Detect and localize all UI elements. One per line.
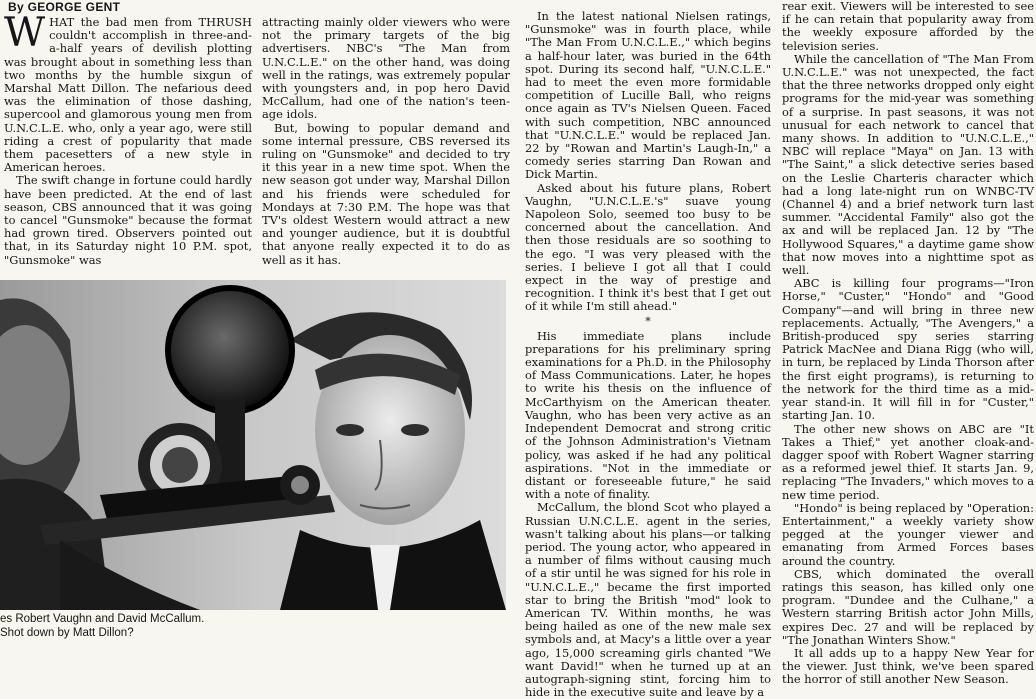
paragraph: But, bowing to popular demand and some internal pressure, CBS reversed its ruling on "Gunsmoke" and decided to try it this year in a new time spot. When the new season got under way, Marshal Dillon and his friends were scheduled for Mondays at 7:30 P.M. The hope was that TV's oldest Western would attract a new and younger audience, but it is doubtful that anyone really expected it to do as well as it has. (262, 120, 510, 267)
paragraph: In the latest national Nielsen ratings, "Gunsmoke" was in fourth place, while "The Man From U.N.C.L.E.," which begins a half-hour later, was buried in the 64th spot. During its second half, "U.N.C.L.E." had to meet the even more formidable competition of Lucille Ball, who reigns once again as TV's Nielsen Queen. Faced with such competition, NBC announced that "U.N.C.L.E." would be replaced Jan. 22 by "Rowan and Martin's Laugh-In," a comedy series starring Dan Rowan and Dick Martin. (525, 9, 771, 182)
article-column-2 (262, 16, 510, 278)
news-photo (0, 280, 506, 610)
paragraph: McCallum, the blond Scot who played a Russian U.N.C.L.E. agent in the series, wasn't talking about his plans—or talking period. The young actor, who appeared in a number of films without causing much of a stir until he was signed for his role in "U.N.C.L.E.," became the first imported star to bring the British "mod" look to American TV. Within months, he was being hailed as one of the new male sex symbols and, at Macy's a little over a year ago, 15,000 screaming girls chanted "We want David!" when he turned up at an autograph-signing stint, forcing him to hide in the executive suite and leave by a (525, 500, 771, 699)
article-column-1 (4, 10, 252, 278)
paragraph: His immediate plans include preparations for his preliminary spring examinations for a Ph.D. in the Philosophy of Mass Communications. Later, he hopes to write his thesis on the influence of McCarthyism on the American theater. Vaughn, who has been very active as an Independent Democrat and strong critic of the Johnson Administration's Vietnam policy, was asked if he had any political aspirations. "Not in the immediate or distant or foreseeable future," he said with a note of finality. (525, 328, 771, 502)
photo-caption (0, 612, 520, 640)
paragraph: The other new shows on ABC are "It Takes a Thief," yet another cloak-and-dagger spoof with Robert Wagner starring as a reformed jewel thief. It starts Jan. 9, replacing "The Invaders," which moves to a new time period. (782, 421, 1034, 502)
caption-line-1: es Robert Vaughn and David McCallum. (0, 613, 205, 625)
paragraph: While the cancellation of "The Man From U.N.C.L.E." was not unexpected, the fact that the three networks dropped only eight programs for the mid-year was something of a surprise. In past seasons, it was not unusual for each network to cancel that many shows. In addition to "U.N.C.L.E.," NBC will replace "Maya" on Jan. 13 with "The Saint," a slick detective series based on the Leslie Charteris character which had a long late-night run on WNBC-TV (Channel 4) and a brief network turn last summer. "Accidental Family" also got the ax and will be replaced Jan. 12 by "The Hollywood Squares," a daytime game show that now moves into a nighttime spot as well. (782, 51, 1034, 278)
drop-cap: W (4, 10, 46, 56)
paragraph: The swift change in fortune could hardly have been predicted. At the end of last season, CBS announced that it was going to cancel "Gunsmoke" because the format had grown tired. Observers pointed out that, in its Saturday night 10 P.M. spot, "Gunsmoke" was (4, 173, 252, 267)
paragraph: ABC is killing four programs—"Iron Horse," "Custer," "Hondo" and "Good Company"—and will bring in three new replacements. Actually, "The Avengers," a British-produced spy series starring Patrick MacNee and Diana Rigg (who will, in turn, be replaced by Linda Thorson after the first eight programs), is returning to the network for the third time as a mid-year stand-in. It will fill in for "Custer," starting Jan. 10. (782, 276, 1034, 423)
article-column-4 (782, 0, 1034, 687)
paragraph: CBS, which dominated the overall ratings this season, has killed only one program. "Dundee and the Culhane," a Western starring British actor John Mills, expires Dec. 27 and will be replaced by "The Jonathan Winters Show." (782, 566, 1034, 647)
byline: By GEORGE GENT (8, 0, 121, 14)
photo-illustration (0, 280, 506, 610)
section-break-star: * (645, 314, 651, 328)
caption-line-2: Shot down by Matt Dillon? (0, 627, 134, 639)
paragraph: attracting mainly older viewers who were not the primary targets of the big advertisers. NBC's "The Man from U.N.C.L.E." on the other hand, was doing well in the ratings, was extremely popular with youngsters and, in pop hero David McCallum, had one of the nation's teen-age idols. (262, 15, 510, 122)
paragraph: "Hondo" is being replaced by "Operation: Entertainment," a weekly variety show pegged at the younger viewer and emanating from Armed Forces bases around the country. (782, 500, 1034, 568)
paragraph: Asked about his future plans, Robert Vaughn, "U.N.C.L.E.'s" suave young Napoleon Solo, seemed too busy to be concerned about the cancellation. And then those residuals are so soothing to the ego. "I was very pleased with the series. I believe I got all that I could expect in the way of prestige and recognition. I think it's best that I get out of it while I'm still ahead." (525, 180, 771, 314)
article-column-3 (525, 9, 771, 699)
paragraph: It all adds up to a happy New Year for the viewer. Just think, we've been spared the horror of still another New Season. (782, 645, 1034, 687)
paragraph: rear exit. Viewers will be interested to see if he can retain that popularity away from the weekly exposure afforded by the television series. (782, 0, 1034, 53)
lead-paragraph-text: HAT the bad men from THRUSH couldn't accomplish in three-and-a-half years of devilish plotting was brought about in something less than two months by the humble sixgun of Marshal Matt Dillon. The nefarious deed was the elimination of those dashing, supercool and glamorous young men from U.N.C.L.E. who, only a year ago, were still riding a crest of popularity that made them pacesetters of a new style in American heroes. (4, 15, 252, 175)
lead-paragraph (4, 10, 252, 175)
